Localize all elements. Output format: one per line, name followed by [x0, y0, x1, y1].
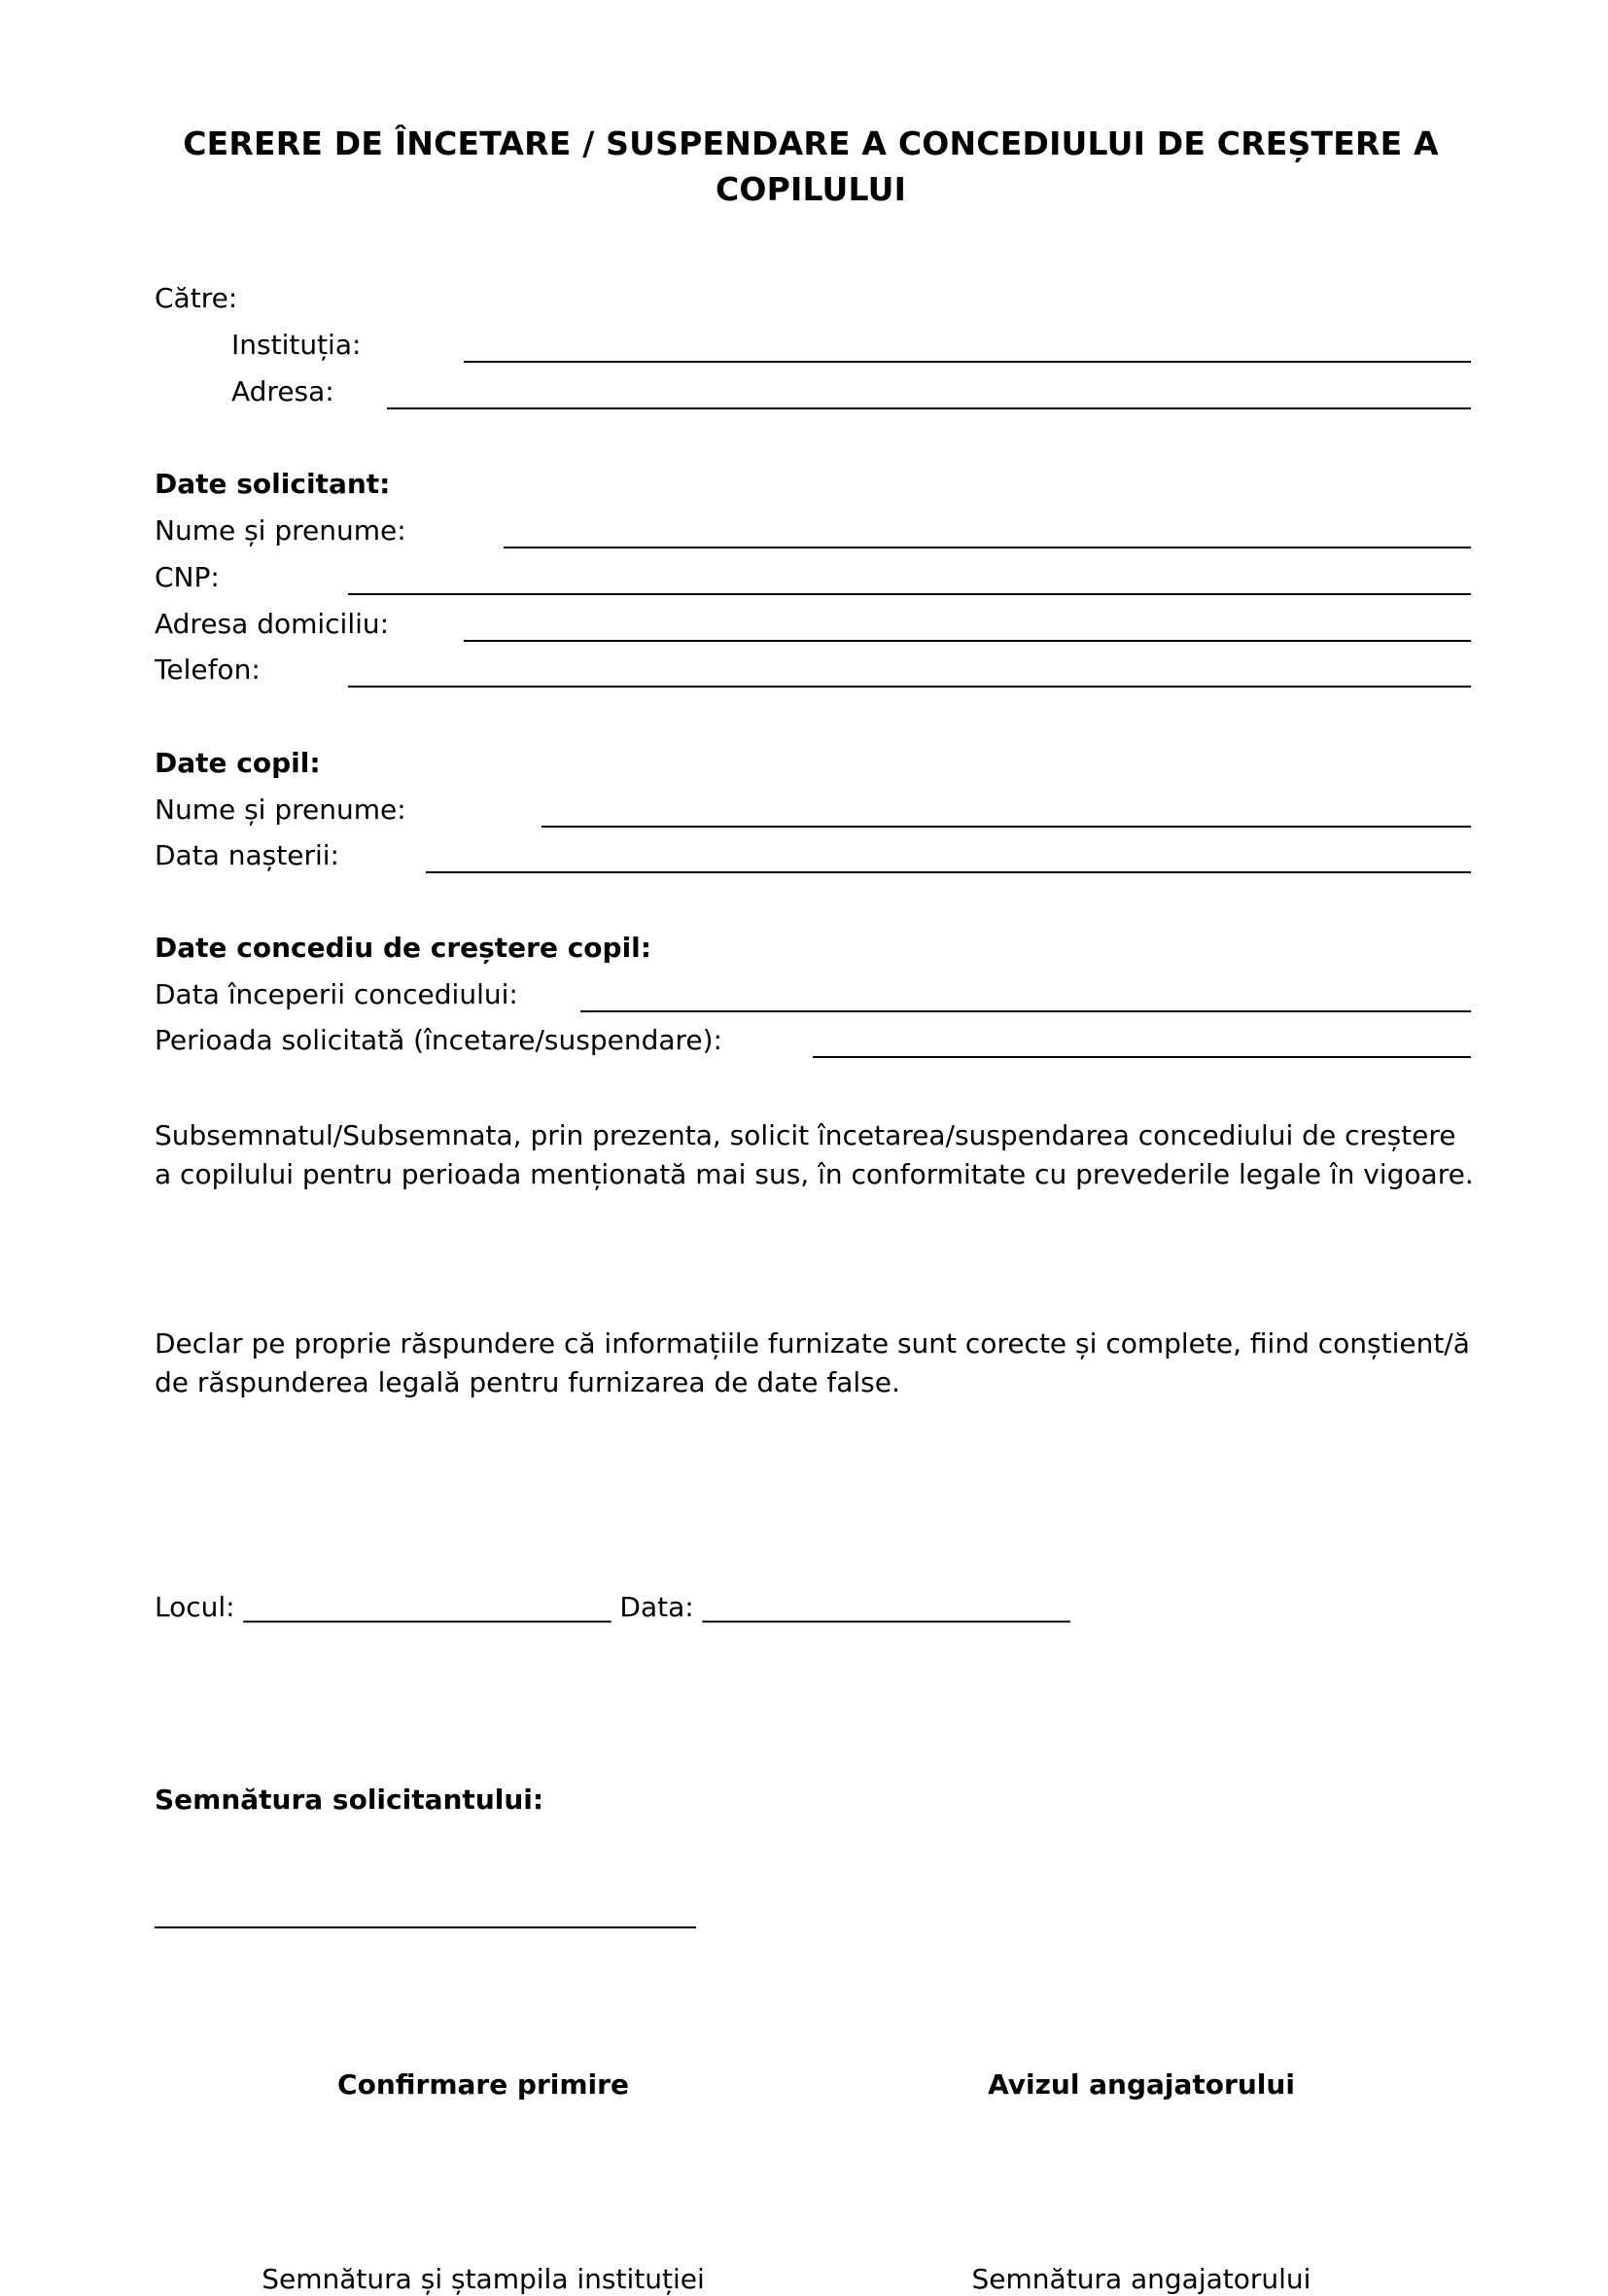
employer-approval-heading: Avizul angajatorului: [988, 2068, 1295, 2101]
institution-signature-caption: Semnătura și ștampila instituției: [262, 2263, 705, 2295]
phone-field[interactable]: [348, 686, 1471, 688]
document-title: CERERE DE ÎNCETARE / SUSPENDARE A CONCEDIULUI DE CREȘTERE A COPILULUI: [183, 124, 1439, 208]
applicant-heading: Date solicitant:: [155, 468, 391, 500]
request-paragraph: Subsemnatul/Subsemnata, prin prezenta, solicit încetarea/suspendarea concediului de creștere a copilului pentru perioada menționată mai sus, în conformitate cu prevederile legale în vigoare.: [155, 1119, 1474, 1190]
applicant-name-label: Nume și prenume:: [155, 514, 406, 547]
place-field[interactable]: ___________________________: [243, 1591, 612, 1623]
birthdate-field[interactable]: [426, 871, 1471, 873]
place-label: Locul:: [155, 1591, 235, 1623]
institution-field[interactable]: [464, 361, 1471, 363]
leave-heading: Date concediu de creștere copil:: [155, 932, 651, 964]
child-name-field[interactable]: [542, 826, 1471, 828]
receipt-confirmation-heading: Confirmare primire: [337, 2068, 629, 2101]
date-label: Data:: [619, 1591, 694, 1623]
institution-label: Instituția:: [231, 329, 362, 361]
child-name-label: Nume și prenume:: [155, 794, 406, 826]
home-address-field[interactable]: [464, 640, 1471, 642]
signature-field[interactable]: [155, 1926, 696, 1928]
cnp-field[interactable]: [348, 593, 1471, 595]
employer-signature-caption: Semnătura angajatorului: [971, 2263, 1311, 2295]
leave-start-label: Data începerii concediului:: [155, 978, 518, 1010]
recipient-address-label: Adresa:: [231, 375, 334, 407]
date-field[interactable]: ___________________________: [702, 1591, 1070, 1623]
declaration-paragraph: Declar pe proprie răspundere că informațiile furnizate sunt corecte și complete, fiind conștient/ă de răspunderea legală pentru furnizarea de date false.: [155, 1327, 1470, 1398]
leave-period-field[interactable]: [813, 1056, 1471, 1058]
home-address-label: Adresa domiciliu:: [155, 608, 390, 640]
place-date-line: [155, 1591, 1070, 1624]
cnp-label: CNP:: [155, 561, 220, 593]
phone-label: Telefon:: [155, 653, 261, 686]
signature-heading: Semnătura solicitantului:: [155, 1784, 544, 1816]
child-heading: Date copil:: [155, 747, 321, 779]
birthdate-label: Data nașterii:: [155, 839, 339, 871]
leave-start-field[interactable]: [580, 1010, 1471, 1012]
leave-period-label: Perioada solicitată (încetare/suspendare):: [155, 1024, 722, 1056]
recipient-address-field[interactable]: [387, 407, 1471, 409]
applicant-name-field[interactable]: [504, 547, 1471, 548]
recipient-heading: Către:: [155, 282, 238, 314]
